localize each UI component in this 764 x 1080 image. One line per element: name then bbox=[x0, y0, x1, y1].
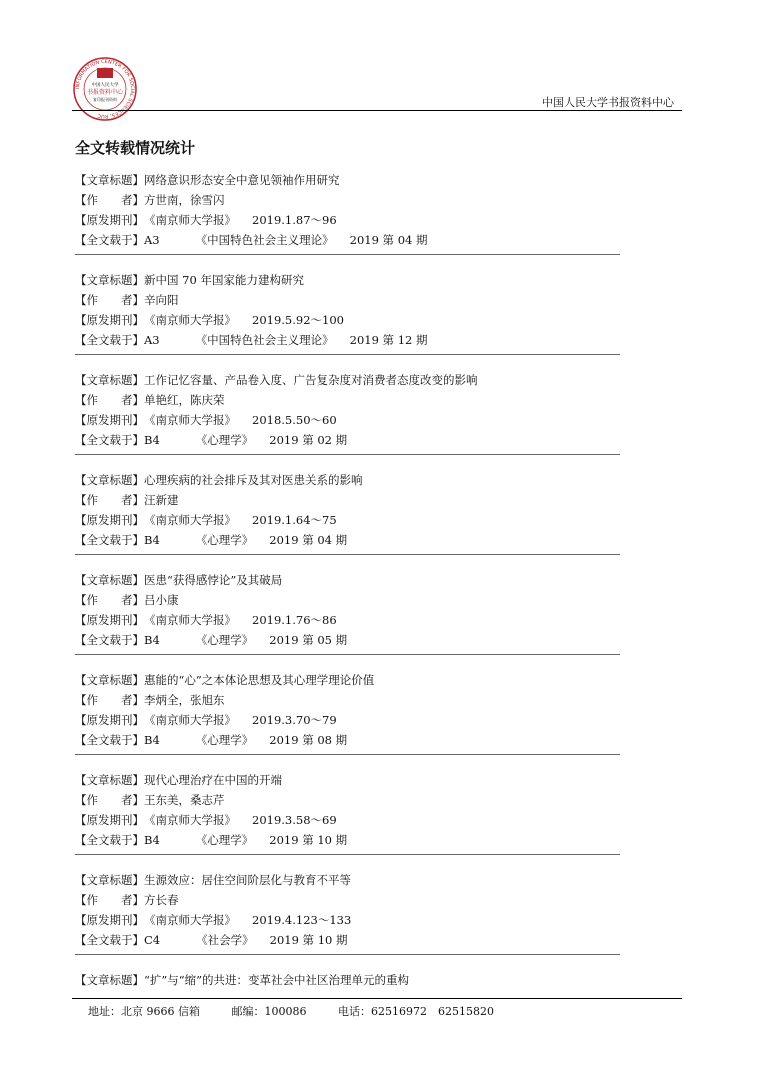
logo-line1: 中国人民大学 bbox=[91, 83, 119, 88]
reprint-issue: 2019 第 12 期 bbox=[349, 333, 428, 347]
source-line bbox=[75, 610, 620, 630]
title-line bbox=[75, 970, 620, 990]
header-org-name: 中国人民大学书报资料中心 bbox=[542, 96, 674, 109]
author-line bbox=[75, 490, 620, 510]
record-separator bbox=[75, 654, 620, 655]
source-journal: 《南京师大学报》 bbox=[144, 413, 236, 427]
logo-line3: 复印报刊资料 bbox=[93, 97, 117, 102]
reprint-line bbox=[75, 430, 620, 450]
title-line bbox=[75, 570, 620, 590]
field-label: 【全文载于】 bbox=[75, 333, 144, 347]
author-line bbox=[75, 890, 620, 910]
reprint-journal: 《心理学》 bbox=[195, 633, 254, 647]
field-label: 【全文载于】 bbox=[75, 433, 144, 447]
reprint-issue: 2019 第 08 期 bbox=[269, 733, 348, 747]
field-label: 【原发期刊】 bbox=[75, 913, 144, 927]
reprint-code: B4 bbox=[144, 533, 160, 547]
article-authors: 汪新建 bbox=[144, 493, 179, 507]
source-issue: 2019.1.64～75 bbox=[252, 513, 337, 527]
author-line bbox=[75, 190, 620, 210]
reprint-issue: 2019 第 10 期 bbox=[269, 833, 348, 847]
record-item bbox=[75, 870, 620, 955]
source-line bbox=[75, 710, 620, 730]
record-item bbox=[75, 770, 620, 855]
field-label: 【文章标题】 bbox=[75, 473, 144, 487]
source-line bbox=[75, 810, 620, 830]
record-item bbox=[75, 570, 620, 655]
field-label: 【文章标题】 bbox=[75, 973, 144, 987]
field-label: 【文章标题】 bbox=[75, 573, 144, 587]
author-line bbox=[75, 290, 620, 310]
reprint-issue: 2019 第 02 期 bbox=[269, 433, 348, 447]
source-journal: 《南京师大学报》 bbox=[144, 813, 236, 827]
field-label: 【原发期刊】 bbox=[75, 613, 144, 627]
reprint-journal: 《中国特色社会主义理论》 bbox=[195, 333, 334, 347]
article-title: “扩”与“缩”的共进：变革社会中社区治理单元的重构 bbox=[144, 973, 410, 987]
record-separator bbox=[75, 354, 620, 355]
record-item bbox=[75, 370, 620, 455]
footer-phone: 电话：62516972 62515820 bbox=[338, 1005, 494, 1018]
record-list bbox=[75, 170, 620, 990]
field-label: 【作 者】 bbox=[75, 493, 144, 507]
source-line bbox=[75, 410, 620, 430]
title-line bbox=[75, 370, 620, 390]
reprint-line bbox=[75, 530, 620, 550]
reprint-journal: 《社会学》 bbox=[196, 933, 254, 947]
field-label: 【作 者】 bbox=[75, 893, 144, 907]
record-item bbox=[75, 970, 620, 990]
source-journal: 《南京师大学报》 bbox=[144, 513, 236, 527]
author-line bbox=[75, 590, 620, 610]
reprint-line bbox=[75, 830, 620, 850]
article-authors: 吕小康 bbox=[144, 593, 179, 607]
field-label: 【作 者】 bbox=[75, 393, 144, 407]
field-label: 【作 者】 bbox=[75, 693, 144, 707]
title-line bbox=[75, 470, 620, 490]
reprint-line bbox=[75, 330, 620, 350]
field-label: 【文章标题】 bbox=[75, 673, 144, 687]
source-journal: 《南京师大学报》 bbox=[144, 913, 236, 927]
header-divider bbox=[72, 110, 682, 111]
source-line bbox=[75, 210, 620, 230]
field-label: 【文章标题】 bbox=[75, 273, 144, 287]
field-label: 【原发期刊】 bbox=[75, 213, 144, 227]
article-title: 工作记忆容量、产品卷入度、广告复杂度对消费者态度改变的影响 bbox=[144, 373, 478, 387]
record-separator bbox=[75, 254, 620, 255]
record-separator bbox=[75, 754, 620, 755]
reprint-line bbox=[75, 630, 620, 650]
record-separator bbox=[75, 954, 620, 955]
source-issue: 2019.3.70～79 bbox=[252, 713, 337, 727]
source-issue: 2019.3.58～69 bbox=[252, 813, 337, 827]
title-line bbox=[75, 870, 620, 890]
source-issue: 2019.1.87～96 bbox=[252, 213, 337, 227]
source-line bbox=[75, 310, 620, 330]
article-authors: 辛向阳 bbox=[144, 293, 179, 307]
reprint-journal: 《中国特色社会主义理论》 bbox=[195, 233, 334, 247]
source-journal: 《南京师大学报》 bbox=[144, 713, 236, 727]
field-label: 【文章标题】 bbox=[75, 873, 144, 887]
reprint-line bbox=[75, 730, 620, 750]
article-title: 新中国 70 年国家能力建构研究 bbox=[144, 273, 304, 287]
author-line bbox=[75, 790, 620, 810]
field-label: 【全文载于】 bbox=[75, 733, 144, 747]
field-label: 【全文载于】 bbox=[75, 933, 144, 947]
title-line bbox=[75, 270, 620, 290]
record-separator bbox=[75, 554, 620, 555]
source-issue: 2019.1.76～86 bbox=[252, 613, 337, 627]
record-item bbox=[75, 170, 620, 255]
field-label: 【原发期刊】 bbox=[75, 713, 144, 727]
record-item bbox=[75, 470, 620, 555]
logo-ring-text: INFORMATION CENTER FOR SOCIAL SCIENCES, RUC bbox=[74, 58, 136, 120]
footer-postcode: 邮编：100086 bbox=[231, 1005, 307, 1018]
author-line bbox=[75, 390, 620, 410]
reprint-line bbox=[75, 230, 620, 250]
reprint-journal: 《心理学》 bbox=[195, 433, 254, 447]
record-separator bbox=[75, 454, 620, 455]
title-line bbox=[75, 770, 620, 790]
page-title: 全文转载情况统计 bbox=[75, 139, 196, 157]
field-label: 【原发期刊】 bbox=[75, 313, 144, 327]
field-label: 【文章标题】 bbox=[75, 173, 144, 187]
reprint-code: C4 bbox=[144, 933, 161, 947]
logo-line2: 书报资料中心 bbox=[86, 89, 124, 96]
article-title: 惠能的“心”之本体论思想及其心理学理论价值 bbox=[144, 673, 375, 687]
footer-address: 地址：北京 9666 信箱 bbox=[88, 1005, 200, 1018]
article-authors: 王东美，桑志芹 bbox=[144, 793, 225, 807]
field-label: 【文章标题】 bbox=[75, 373, 144, 387]
field-label: 【作 者】 bbox=[75, 293, 144, 307]
article-title: 医患“获得感悖论”及其破局 bbox=[144, 573, 283, 587]
source-line bbox=[75, 510, 620, 530]
reprint-code: B4 bbox=[144, 833, 160, 847]
author-line bbox=[75, 690, 620, 710]
title-line bbox=[75, 170, 620, 190]
source-issue: 2019.4.123～133 bbox=[252, 913, 352, 927]
record-item bbox=[75, 670, 620, 755]
field-label: 【全文载于】 bbox=[75, 233, 144, 247]
center-logo bbox=[72, 56, 138, 122]
field-label: 【原发期刊】 bbox=[75, 813, 144, 827]
article-title: 生源效应：居住空间阶层化与教育不平等 bbox=[144, 873, 351, 887]
reprint-code: B4 bbox=[144, 633, 160, 647]
article-authors: 单艳红，陈庆荣 bbox=[144, 393, 225, 407]
article-title: 现代心理治疗在中国的开端 bbox=[144, 773, 282, 787]
reprint-journal: 《心理学》 bbox=[195, 833, 254, 847]
article-title: 网络意识形态安全中意见领袖作用研究 bbox=[144, 173, 340, 187]
reprint-issue: 2019 第 04 期 bbox=[349, 233, 428, 247]
field-label: 【原发期刊】 bbox=[75, 413, 144, 427]
reprint-code: B4 bbox=[144, 733, 160, 747]
article-authors: 李炳全，张旭东 bbox=[144, 693, 225, 707]
field-label: 【作 者】 bbox=[75, 593, 144, 607]
article-authors: 方世南，徐雪闪 bbox=[144, 193, 225, 207]
reprint-issue: 2019 第 04 期 bbox=[269, 533, 348, 547]
article-authors: 方长春 bbox=[144, 893, 179, 907]
source-issue: 2019.5.92～100 bbox=[252, 313, 344, 327]
reprint-issue: 2019 第 10 期 bbox=[269, 933, 348, 947]
field-label: 【原发期刊】 bbox=[75, 513, 144, 527]
source-journal: 《南京师大学报》 bbox=[144, 313, 236, 327]
reprint-issue: 2019 第 05 期 bbox=[269, 633, 348, 647]
source-issue: 2018.5.50～60 bbox=[252, 413, 337, 427]
reprint-journal: 《心理学》 bbox=[195, 733, 254, 747]
record-item bbox=[75, 270, 620, 355]
record-separator bbox=[75, 854, 620, 855]
field-label: 【全文载于】 bbox=[75, 533, 144, 547]
field-label: 【文章标题】 bbox=[75, 773, 144, 787]
article-title: 心理疾病的社会排斥及其对医患关系的影响 bbox=[144, 473, 363, 487]
source-line bbox=[75, 910, 620, 930]
field-label: 【作 者】 bbox=[75, 793, 144, 807]
field-label: 【全文载于】 bbox=[75, 833, 144, 847]
source-journal: 《南京师大学报》 bbox=[144, 613, 236, 627]
title-line bbox=[75, 670, 620, 690]
footer bbox=[88, 1003, 522, 1019]
reprint-journal: 《心理学》 bbox=[195, 533, 254, 547]
reprint-code: A3 bbox=[144, 333, 160, 347]
reprint-code: B4 bbox=[144, 433, 160, 447]
source-journal: 《南京师大学报》 bbox=[144, 213, 236, 227]
field-label: 【全文载于】 bbox=[75, 633, 144, 647]
reprint-code: A3 bbox=[144, 233, 160, 247]
footer-divider bbox=[72, 998, 682, 999]
reprint-line bbox=[75, 930, 620, 950]
field-label: 【作 者】 bbox=[75, 193, 144, 207]
